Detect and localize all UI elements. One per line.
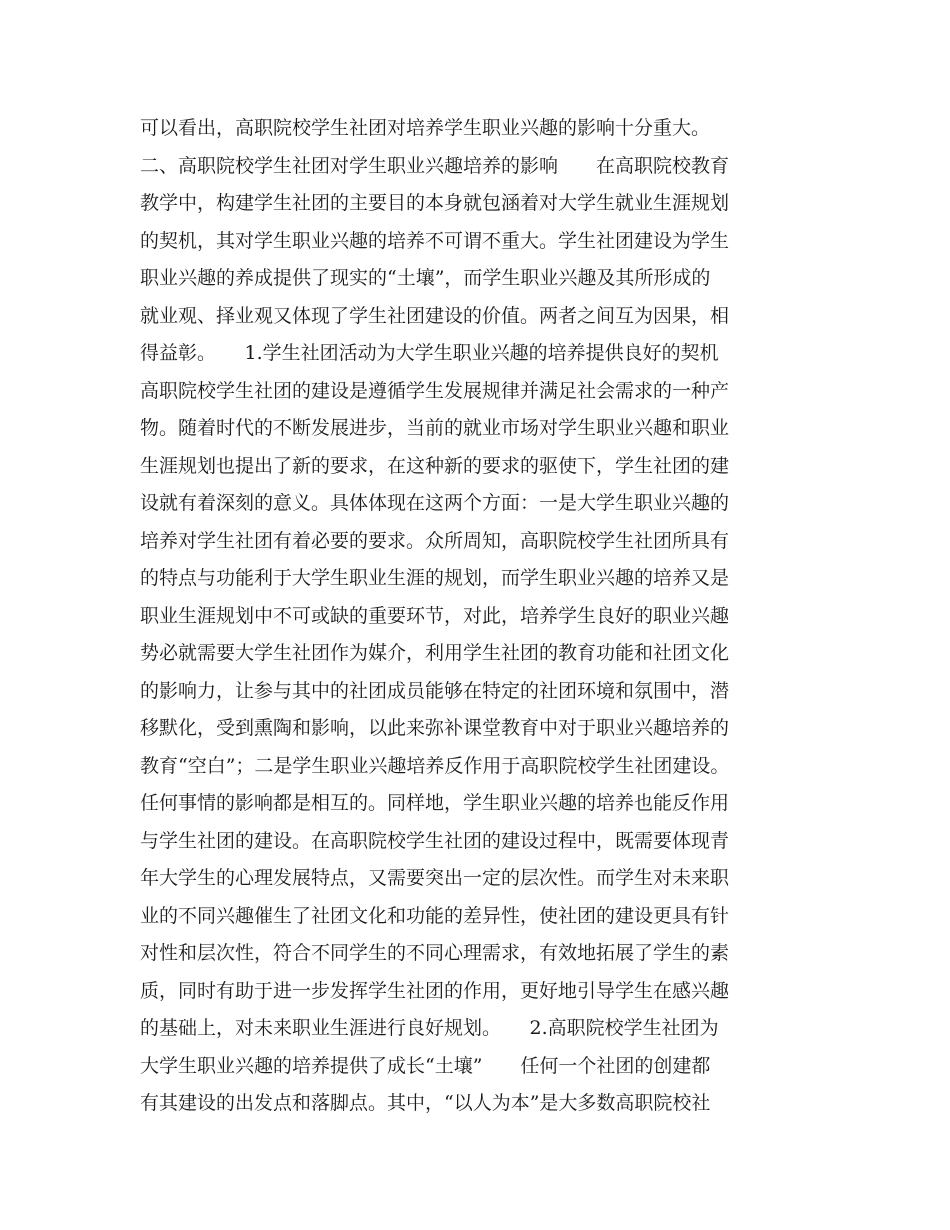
text-line-22: 业的不同兴趣催生了社团文化和功能的差异性，使社团的建设更具有针 (140, 904, 730, 927)
text-line-20: 与学生社团的建设。在高职院校学生社团的建设过程中，既需要体现青 (140, 829, 730, 852)
text-line-11: 设就有着深刻的意义。具体体现在这两个方面：一是大学生职业兴趣的 (140, 492, 730, 514)
text-line-21: 年大学生的心理发展特点，又需要突出一定的层次性。而学生对未来职 (140, 867, 730, 889)
text-line-23: 对性和层次性，符合不同学生的不同心理需求，有效地拓展了学生的素 (140, 942, 730, 964)
text-line-4: 的契机，其对学生职业兴趣的培养不可谓不重大。学生社团建设为学生 (140, 229, 730, 252)
text-line-2: 二、高职院校学生社团对学生职业兴趣培养的影响 在高职院校教育 (140, 154, 730, 177)
text-line-19: 任何事情的影响都是相互的。同样地，学生职业兴趣的培养也能反作用 (140, 792, 730, 814)
text-line-27: 有其建设的出发点和落脚点。其中，“以人为本”是大多数高职院校社 (140, 1092, 711, 1114)
text-line-8: 高职院校学生社团的建设是遵循学生发展规律并满足社会需求的一种产 (140, 379, 730, 402)
text-line-26: 大学生职业兴趣的培养提供了成长“土壤” 任何一个社团的创建都 (140, 1054, 711, 1077)
text-line-1: 可以看出，高职院校学生社团对培养学生职业兴趣的影响十分重大。 (140, 117, 711, 139)
text-line-5: 职业兴趣的养成提供了现实的“土壤”，而学生职业兴趣及其所形成的 (140, 267, 711, 289)
text-line-18: 教育“空白”；二是学生职业兴趣培养反作用于高职院校学生社团建设。 (140, 754, 730, 777)
body-text (140, 110, 830, 1123)
text-line-10: 生涯规划也提出了新的要求，在这种新的要求的驱使下，学生社团的建 (140, 454, 730, 477)
text-line-16: 的影响力，让参与其中的社团成员能够在特定的社团环境和氛围中，潜 (140, 679, 730, 702)
text-line-25: 的基础上，对未来职业生涯进行良好规划。 2.高职院校学生社团为 (140, 1017, 719, 1039)
text-line-17: 移默化，受到熏陶和影响，以此来弥补课堂教育中对于职业兴趣培养的 (140, 717, 730, 739)
text-line-12: 培养对学生社团有着必要的要求。众所周知，高职院校学生社团所具有 (140, 529, 730, 552)
text-line-3: 教学中，构建学生社团的主要目的本身就包涵着对大学生就业生涯规划 (140, 192, 730, 214)
text-line-7: 得益彰。 1.学生社团活动为大学生职业兴趣的培养提供良好的契机 (140, 342, 719, 364)
text-line-13: 的特点与功能利于大学生职业生涯的规划，而学生职业兴趣的培养又是 (140, 567, 730, 589)
text-line-24: 质，同时有助于进一步发挥学生社团的作用，更好地引导学生在感兴趣 (140, 979, 730, 1002)
text-line-6: 就业观、择业观又体现了学生社团建设的价值。两者之间互为因果，相 (140, 304, 730, 327)
text-line-9: 物。随着时代的不断发展进步，当前的就业市场对学生职业兴趣和职业 (140, 417, 730, 439)
text-line-15: 势必就需要大学生社团作为媒介，利用学生社团的教育功能和社团文化 (140, 642, 730, 664)
text-line-14: 职业生涯规划中不可或缺的重要环节，对此，培养学生良好的职业兴趣 (140, 604, 730, 627)
